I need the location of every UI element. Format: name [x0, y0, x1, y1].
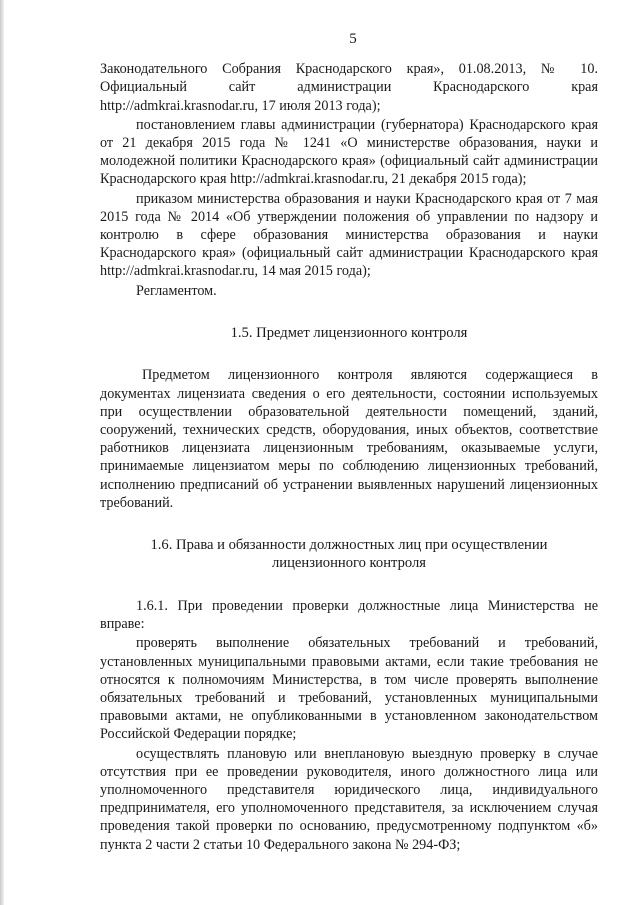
section-heading-1-6-line1: 1.6. Права и обязанности должностных лиц при осуществлении	[150, 536, 548, 553]
paragraph-regulation: Регламентом.	[136, 282, 217, 299]
section-heading-1-6	[100, 536, 598, 573]
section-heading-1-5: 1.5. Предмет лицензионного контроля	[230, 324, 468, 341]
paragraph-onsite-inspection: осуществлять плановую или внеплановую выездную проверку в случае отсутствия при ее проведении руководителя, иного должностного лица или уполномоченного представителя юридического лица, индивидуального предпринимателя, его уполномоченного представителя, за исключением случая проведения такой проверки по основанию, предусмотренному подпунктом «б» пункта 2 части 2 статьи 10 Федерального закона № 294-ФЗ;	[100, 745, 598, 853]
section-heading-1-6-line2: лицензионного контроля	[272, 555, 426, 572]
paragraph-1-6-1: 1.6.1. При проведении проверки должностные лица Министерства не вправе:	[100, 597, 598, 633]
page-number: 5	[349, 31, 357, 47]
paragraph-governor-resolution: постановлением главы администрации (губернатора) Краснодарского края от 21 декабря 2015 года № 1241 «О министерстве образования, науки и молодежной политики Краснодарского края» (официальный сайт администрации Краснодарского края http://admkrai.krasnodar.ru, 21 декабря 2015 года);	[100, 116, 598, 188]
paragraph-legislative-assembly: Законодательного Собрания Краснодарского края», 01.08.2013, № 10. Официальный сайт администрации Краснодарского края http://admkrai.krasnodar.ru, 17 июля 2013 года);	[100, 61, 598, 114]
paragraph-ministry-order: приказом министерства образования и науки Краснодарского края от 7 мая 2015 года № 2014 «Об утверждении положения об управлении по надзору и контролю в сфере образования министерства образования и науки Краснодарского края» (официальный сайт администрации Краснодарского края http://admkrai.krasnodar.ru, 14 мая 2015 года);	[100, 190, 598, 280]
scan-edge-shadow	[0, 0, 4, 905]
document-page	[100, 30, 598, 854]
paragraph-check-requirements: проверять выполнение обязательных требований и требований, установленных муниципальными правовыми актами, если такие требования не относятся к полномочиям Министерства, в том числе проверять выполнение обязательных требований и требований, установленных муниципальными правовыми актами, не опубликованными в установленном законодательством Российской Федерации порядке;	[100, 635, 598, 743]
paragraph-license-control-subject: Предметом лицензионного контроля являются содержащиеся в документах лицензиата сведения о его деятельности, состоянии используемых при осуществлении образовательной деятельности помещений, зданий, сооружений, технических средств, оборудования, иных объектов, соответствие работников лицензиата лицензионным требованиям, оказываемые услуги, принимаемые лицензиатом меры по соблюдению лицензионных требований, исполнению предписаний об устранении выявленных нарушений лицензионных требований.	[100, 367, 598, 511]
